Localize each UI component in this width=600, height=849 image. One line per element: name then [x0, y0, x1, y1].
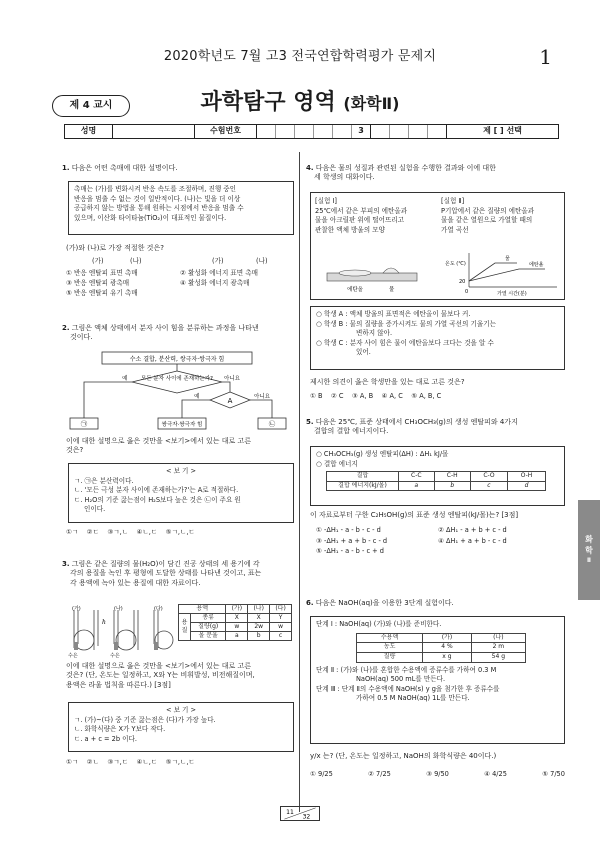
- data-line: ○ 결합 에너지: [316, 459, 358, 468]
- table-cell: Y: [270, 614, 292, 623]
- table-cell: 2w: [248, 623, 270, 632]
- label-na: (나): [114, 606, 123, 612]
- table-cell: 54 g: [471, 652, 525, 662]
- name-field[interactable]: [113, 125, 195, 138]
- exp-line: 물을 같은 열원으로 가열할 때의: [441, 216, 533, 225]
- exp-line: 25℃에서 같은 부피의 에탄올과: [315, 206, 408, 215]
- ask-line: 이에 대한 설명으로 옳은 것만을 <보기>에서 있는 대로 고른: [66, 662, 252, 670]
- side-tab-char: 화: [585, 535, 593, 545]
- side-tab-char: Ⅱ: [587, 556, 591, 564]
- data-line: ○ CH₃OCH₃(g) 생성 엔탈피(ΔH) : ΔH₁ kJ/몰: [316, 450, 449, 458]
- period-badge: 제 4 교시: [52, 95, 130, 117]
- answer-option[interactable]: ③ -ΔH₁ + a + b - c - d: [316, 536, 388, 545]
- page-total: 32: [302, 813, 311, 821]
- q3-ask: [66, 662, 294, 690]
- answer-option[interactable]: ② 7/25: [368, 770, 391, 778]
- question-number: 3.: [62, 560, 70, 568]
- ask-line: 것은? (단, 온도는 일정하고, X와 Y는 비휘발성, 비전해질이며,: [66, 671, 255, 680]
- step-line: 단계 Ⅲ : 단계 Ⅱ의 수용액에 NaOH(s) y g을 첨가한 후 증류수를: [316, 684, 500, 693]
- subject-sub: (화학Ⅱ): [343, 94, 400, 113]
- exam-no-digit[interactable]: [257, 125, 276, 138]
- table-cell: b: [248, 632, 270, 641]
- question-stem: 다음은 25℃, 표준 상태에서 CH₃OCH₃(g)의 생성 엔탈피와 4가지: [315, 418, 518, 426]
- subject-name: 과학탐구 영역: [200, 90, 336, 115]
- question-number: 1.: [62, 164, 70, 172]
- table-cell: x g: [423, 652, 472, 662]
- table-header: (나): [248, 605, 270, 614]
- q6-solution-table: [356, 633, 526, 663]
- table-row-header: 질량(g): [191, 623, 226, 632]
- col-header: (가): [212, 257, 224, 265]
- exam-no-digit[interactable]: [314, 125, 333, 138]
- exp-line: 관찰한 액체 방울의 모양: [315, 225, 385, 234]
- ask-line: 것은?: [66, 446, 84, 455]
- q1-options-right: [180, 268, 258, 288]
- table-cell: 2 m: [471, 643, 525, 653]
- label-water: 물: [389, 287, 395, 293]
- label-h: h: [102, 619, 106, 626]
- label-mercury: 수은: [110, 653, 120, 658]
- heating-curve-graph: [445, 251, 563, 297]
- question-number: 2.: [62, 324, 70, 332]
- table-row-header: 농도: [357, 643, 423, 653]
- bond-energy-table: [326, 471, 546, 491]
- subject-title: [0, 88, 600, 118]
- answer-option[interactable]: ⑤ -ΔH₁ - a - b - c + d: [316, 547, 384, 556]
- q5-options-left: [316, 525, 387, 557]
- flow-no: 아니요: [224, 376, 240, 382]
- answer-option[interactable]: ④ 활성화 에너지 광촉매: [180, 279, 250, 288]
- table-cell: w: [226, 623, 248, 632]
- label-ga: (가): [72, 606, 81, 612]
- choice-label: 제 [ ] 선택: [483, 126, 522, 136]
- exp-title: [실험 Ⅱ]: [441, 197, 465, 205]
- exam-no-digit[interactable]: [390, 125, 409, 138]
- answer-option[interactable]: ④ 4/25: [484, 770, 507, 778]
- question-stem: 그림은 액체 상태에서 분자 사이 힘을 분류하는 과정을 나타낸: [71, 324, 259, 332]
- curve-label-water: 물: [505, 256, 510, 262]
- bogi-item: ㄷ. H₂O의 기준 끓는점이 H₂S보다 높은 것은 ㉡이 주요 원: [74, 495, 241, 504]
- ask-line: 이에 대한 설명으로 옳은 것만을 <보기>에서 있는 대로 고른: [66, 437, 252, 445]
- passage-line: 있으며, 이산화 타이타늄(TiO₂)이 대표적인 물질이다.: [74, 213, 227, 222]
- flow-node-a: A: [227, 397, 233, 405]
- question-4: [306, 164, 566, 183]
- name-label: 성명: [65, 125, 113, 138]
- table-row-header: 용질: [179, 614, 191, 641]
- question-stem: 것이다.: [70, 333, 93, 342]
- q3-options[interactable]: ①ㄱ ②ㄴ ③ㄱ,ㄷ ④ㄴ,ㄷ ⑤ㄱ,ㄴ,ㄷ: [66, 758, 195, 766]
- subject-side-tab: [578, 500, 600, 600]
- flow-result-g: ㉠: [80, 420, 88, 428]
- q6-ask: y/x 는? (단, 온도는 일정하고, NaOH의 화학식량은 40이다.): [310, 752, 497, 760]
- table-cell: X: [226, 614, 248, 623]
- question-stem: 각 용액에 녹아 있는 용질에 대한 자료이다.: [70, 578, 201, 587]
- label-da: (다): [154, 606, 163, 612]
- answer-option[interactable]: ③ 9/50: [426, 770, 449, 778]
- q2-flowchart: [64, 350, 294, 432]
- answer-option[interactable]: ⑤ 반응 엔탈피 유기 촉매: [66, 289, 138, 298]
- table-cell: c: [270, 632, 292, 641]
- exam-no-digit[interactable]: [276, 125, 295, 138]
- answer-option[interactable]: ④ ΔH₁ + a + b - c - d: [438, 536, 507, 545]
- question-number: 4.: [306, 164, 314, 172]
- bogi-title: < 보 기 >: [165, 706, 197, 714]
- passage-line: 공급하지 않는 방법을 통해 원하는 시점에서 반응을 멈출 수: [74, 204, 244, 213]
- table-header: (가): [423, 633, 472, 643]
- page-counter: [280, 806, 320, 821]
- table-cell: X: [248, 614, 270, 623]
- droplet-figure: [325, 255, 425, 295]
- exp-line: 가열 곡선: [441, 225, 469, 234]
- q4-student-box: [310, 306, 565, 370]
- exam-header-title: 2020학년도 7월 고3 전국연합학력평가 문제지: [163, 49, 437, 64]
- table-header: (가): [226, 605, 248, 614]
- exp-title: [실험 Ⅰ]: [315, 197, 337, 205]
- exam-no-digit[interactable]: [333, 125, 352, 138]
- question-1: [62, 164, 292, 173]
- col-header: (나): [256, 257, 268, 265]
- page-current: 11: [286, 808, 294, 816]
- table-header: C-H: [434, 472, 470, 482]
- col-header: (가): [92, 257, 104, 265]
- exam-no-digit[interactable]: [428, 125, 447, 138]
- question-2: [62, 324, 294, 343]
- q3-solute-table: [178, 604, 292, 641]
- flow-yes: 예: [122, 376, 128, 382]
- exp-line: 물을 아크릴판 위에 떨어뜨리고: [315, 216, 405, 225]
- label-mercury: 수은: [68, 653, 78, 658]
- q1-ask: (가)와 (나)로 가장 적절한 것은?: [66, 244, 164, 252]
- exp1: [315, 197, 435, 235]
- flow-yes: 예: [194, 394, 200, 400]
- table-cell: a: [399, 481, 435, 491]
- bogi-item: ㄱ. (가)~(다) 중 기준 끓는점은 (다)가 가장 높다.: [74, 715, 216, 724]
- table-cell: a: [226, 632, 248, 641]
- side-tab-char: 학: [585, 545, 593, 555]
- question-3: [62, 560, 294, 588]
- student-statement: ○ 학생 A : 액체 방울의 표면적은 에탄올이 물보다 커.: [316, 310, 471, 318]
- flow-question: 모든 분자 사이에 존재하는가?: [141, 376, 213, 382]
- student-statement: ○ 학생 B : 물의 질량을 증가시켜도 물의 가열 곡선의 기울기는: [316, 319, 496, 328]
- step-line: NaOH(aq) 500 mL를 만든다.: [356, 675, 446, 684]
- passage-line: 반응을 멈출 수 없는 것이 일반적이다. (나)는 빛을 더 이상: [74, 194, 241, 203]
- exam-no-digit[interactable]: [295, 125, 314, 138]
- question-5: [306, 418, 566, 437]
- question-number: 6.: [306, 599, 314, 607]
- exam-no-digit[interactable]: [409, 125, 428, 138]
- table-row-header: 몰 분율: [191, 632, 226, 641]
- bogi-item: ㄴ. '모든 극성 분자 사이에 존재하는가?'는 A로 적절하다.: [74, 486, 239, 495]
- tick-0: 0: [465, 289, 469, 295]
- answer-option[interactable]: ② ΔH₁ - a + b + c - d: [438, 526, 507, 534]
- question-stem: 그림은 같은 질량의 물(H₂O)이 담긴 진공 상태의 세 용기에 각: [71, 560, 260, 568]
- answer-option[interactable]: ① -ΔH₁ - a - b - c - d: [316, 526, 381, 534]
- question-stem: 결합의 결합 에너지이다.: [314, 427, 389, 436]
- q4-ask: 제시한 의견이 옳은 학생만을 있는 대로 고른 것은?: [310, 378, 465, 386]
- q2-options[interactable]: ①ㄱ ②ㄷ ③ㄱ,ㄴ ④ㄴ,ㄷ ⑤ㄱ,ㄴ,ㄷ: [66, 528, 195, 536]
- exp2: [441, 197, 561, 235]
- question-stem: 다음은 물의 성질과 관련된 실험을 수행한 결과와 이에 대한: [315, 164, 496, 172]
- table-header: 용액: [179, 605, 226, 614]
- question-stem: 다음은 NaOH(aq)을 이용한 3단계 실험이다.: [315, 599, 454, 607]
- table-header: (나): [471, 633, 525, 643]
- q3-bogi-box: [68, 702, 294, 752]
- question-number: 5.: [306, 418, 314, 426]
- table-row-header: 질량: [357, 652, 423, 662]
- table-cell: c: [470, 481, 507, 491]
- col-header: (나): [130, 257, 142, 265]
- flow-no: 아니요: [254, 394, 270, 400]
- q5-options-right: [438, 525, 507, 546]
- step-line: 단계 Ⅰ : NaOH(aq) (가)와 (나)를 준비한다.: [316, 620, 442, 628]
- table-header: (다): [270, 605, 292, 614]
- flow-result-l: ㉡: [268, 420, 276, 428]
- question-stem: 세 학생의 대화이다.: [314, 173, 375, 182]
- bogi-title: < 보 기 >: [165, 467, 197, 475]
- table-header: C-C: [399, 472, 435, 482]
- question-6: [306, 599, 454, 608]
- question-stem: 다음은 어떤 촉매에 대한 설명이다.: [71, 164, 178, 172]
- answer-option[interactable]: ③ 반응 엔탈피 광촉매: [66, 279, 130, 288]
- table-cell: 4 %: [423, 643, 472, 653]
- q6-options: [310, 770, 565, 779]
- q4-options[interactable]: ① B ② C ③ A, B ④ A, C ⑤ A, B, C: [310, 392, 442, 400]
- q6-procedure-box: [310, 616, 565, 744]
- exam-no-digit[interactable]: [371, 125, 390, 138]
- table-row-header: 종류: [191, 614, 226, 623]
- table-cell: b: [434, 481, 470, 491]
- table-cell: d: [508, 481, 546, 491]
- exp-line: P기압에서 같은 질량의 에탄올과: [441, 206, 535, 215]
- table-header: 수용액: [357, 633, 423, 643]
- table-header: O-H: [508, 472, 546, 482]
- q5-data-box: [310, 446, 565, 506]
- curve-label-ethanol: 에탄올: [529, 262, 544, 268]
- flow-top-label: 수소 결합, 분산력, 쌍극자·쌍극자 힘: [129, 356, 225, 363]
- step-line: 단계 Ⅱ : (가)와 (나)를 혼합한 수용액에 증류수를 가하여 0.3 M: [316, 665, 497, 674]
- q2-bogi-box: [68, 463, 294, 523]
- answer-option[interactable]: ① 반응 엔탈피 표면 촉매: [66, 269, 138, 277]
- q4-experiment-box: [310, 192, 565, 300]
- step-line: 가하여 0.5 M NaOH(aq) 1L를 만든다.: [356, 694, 470, 703]
- flow-result-dipole: 쌍극자·쌍극자 힘: [161, 422, 203, 428]
- temp-axis-label: 온도 (℃): [445, 261, 466, 267]
- table-row-header: 결합 에너지(kJ/몰): [327, 481, 399, 491]
- exam-no-fixed-digit: 3: [352, 125, 371, 138]
- table-cell: w: [270, 623, 292, 632]
- q3-apparatus-figure: [64, 602, 174, 658]
- bogi-item: ㄷ. a + c = 2b 이다.: [74, 734, 137, 743]
- exam-no-label: 수험번호: [195, 125, 257, 138]
- q1-options-left: [66, 268, 138, 299]
- q2-ask: [66, 437, 294, 456]
- q1-passage-box: [68, 181, 294, 235]
- answer-option[interactable]: ② 활성화 에너지 표면 촉매: [180, 269, 258, 277]
- label-ethanol: 에탄올: [347, 287, 363, 293]
- student-statement: 있어.: [356, 348, 371, 357]
- student-statement: 변하지 않아.: [356, 329, 393, 338]
- answer-option[interactable]: ⑤ 7/50: [542, 770, 565, 778]
- bogi-item: ㄴ. 화학식량은 X가 Y보다 작다.: [74, 725, 166, 734]
- student-statement: ○ 학생 C : 분자 사이 힘은 물이 에탄올보다 크다는 것을 알 수: [316, 338, 494, 347]
- ask-line: 용액은 라울 법칙을 따른다.) [3점]: [66, 680, 171, 689]
- table-header: 결합: [327, 472, 399, 482]
- question-stem: 각의 용질을 녹인 후 평형에 도달한 상태를 나타낸 것이고, 표는: [70, 569, 262, 578]
- bogi-item: 인이다.: [84, 505, 106, 514]
- student-info-bar: [64, 124, 559, 139]
- tick-20: 20: [459, 279, 466, 285]
- q5-ask: 이 자료로부터 구한 C₂H₅OH(g)의 표준 생성 엔탈피(kJ/몰)는? [3점]: [310, 511, 519, 519]
- bogi-item: ㄱ. ㉠은 분산력이다.: [74, 476, 134, 485]
- passage-line: 촉매는 (가)를 변화시켜 반응 속도를 조절하며, 진행 중인: [74, 185, 237, 193]
- page-number: 1: [539, 45, 552, 69]
- time-axis-label: 가열 시간(분): [497, 291, 527, 297]
- column-divider: [299, 152, 300, 812]
- answer-option[interactable]: ① 9/25: [310, 770, 333, 778]
- table-header: C-O: [470, 472, 507, 482]
